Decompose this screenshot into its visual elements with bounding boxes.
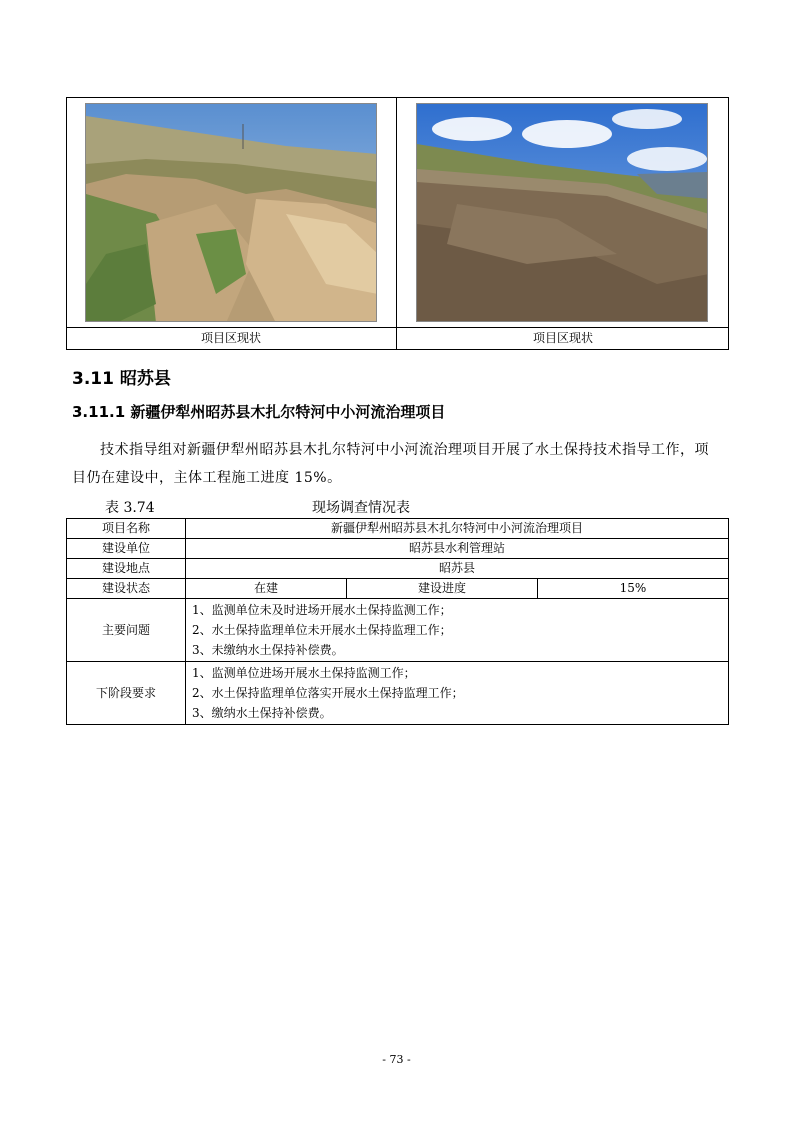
- problems-list: [186, 599, 729, 662]
- location-value: 昭苏县: [186, 559, 729, 579]
- photo-caption: 项目区现状: [532, 331, 593, 345]
- photo-caption: 项目区现状: [200, 331, 261, 345]
- builder-value: 昭苏县水利管理站: [186, 539, 729, 559]
- table-title: 现场调查情况表: [312, 500, 410, 516]
- table-row: [67, 519, 729, 539]
- photo-table-divider: [66, 327, 729, 328]
- list-item: 1、监测单位未及时进场开展水土保持监测工作；: [192, 603, 452, 617]
- row-label: 建设地点: [67, 559, 186, 579]
- table-row: [67, 599, 729, 662]
- status-value: 在建: [186, 579, 347, 599]
- table-row: [67, 579, 729, 599]
- table-number: 表 3.74: [105, 500, 155, 516]
- subsection-heading: 3.11.1 新疆伊犁州昭苏县木扎尔特河中小河流治理项目: [72, 403, 446, 421]
- row-label: 主要问题: [67, 599, 186, 662]
- list-item: 2、水土保持监理单位未开展水土保持监理工作；: [192, 623, 452, 637]
- list-item: 2、水土保持监理单位落实开展水土保持监理工作；: [192, 686, 464, 700]
- list-item: 1、监测单位进场开展水土保持监测工作；: [192, 666, 416, 680]
- body-paragraph: 技术指导组对新疆伊犁州昭苏县木扎尔特河中小河流治理项目开展了水土保持技术指导工作，项目仍在建设中，主体工程施工进度 15%。: [72, 442, 709, 486]
- site-photo-2-image: [417, 104, 708, 322]
- progress-label: 建设进度: [347, 579, 538, 599]
- row-label: 下阶段要求: [67, 662, 186, 725]
- photo-table-divider: [396, 97, 397, 350]
- row-label: 建设状态: [67, 579, 186, 599]
- table-row: [67, 539, 729, 559]
- row-label: 项目名称: [67, 519, 186, 539]
- site-photo-2: [416, 103, 708, 322]
- site-photo-1-image: [86, 104, 377, 322]
- project-name-value: 新疆伊犁州昭苏县木扎尔特河中小河流治理项目: [186, 519, 729, 539]
- table-row: [67, 662, 729, 725]
- page-number: - 73 -: [382, 1053, 411, 1066]
- list-item: 3、未缴纳水土保持补偿费。: [192, 643, 344, 657]
- survey-table: [66, 518, 729, 725]
- section-heading: 3.11 昭苏县: [72, 369, 171, 389]
- next-steps-list: [186, 662, 729, 725]
- list-item: 3、缴纳水土保持补偿费。: [192, 706, 332, 720]
- progress-value: 15%: [538, 579, 729, 599]
- site-photo-1: [85, 103, 377, 322]
- row-label: 建设单位: [67, 539, 186, 559]
- table-row: [67, 559, 729, 579]
